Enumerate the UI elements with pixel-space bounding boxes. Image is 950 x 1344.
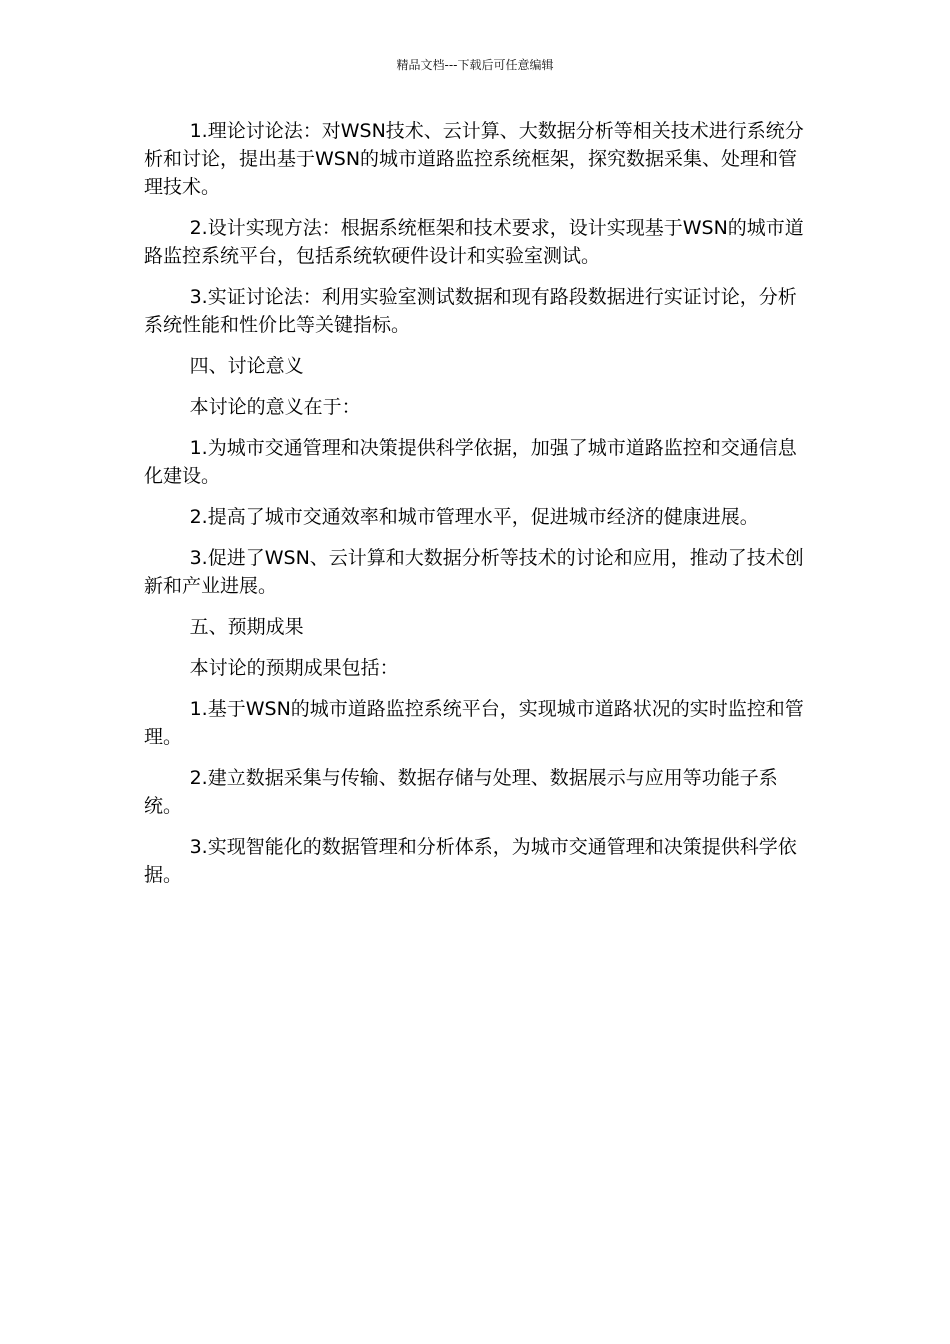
results-item-2: 2.建立数据采集与传输、数据存储与处理、数据展示与应用等功能子系统。 <box>144 767 778 817</box>
method-theory-paragraph: 1.理论讨论法：对WSN技术、云计算、大数据分析等相关技术进行系统分析和讨论，提出基于WSN的城市道路监控系统框架，探究数据采集、处理和管理技术。 <box>144 120 804 198</box>
significance-intro: 本讨论的意义在于： <box>189 396 361 418</box>
results-item-1: 1.基于WSN的城市道路监控系统平台，实现城市道路状况的实时监控和管理。 <box>144 698 804 748</box>
results-item-3: 3.实现智能化的数据管理和分析体系，为城市交通管理和决策提供科学依据。 <box>144 836 797 886</box>
method-empirical-paragraph: 3.实证讨论法：利用实验室测试数据和现有路段数据进行实证讨论，分析系统性能和性价比等关键指标。 <box>144 286 797 336</box>
results-intro: 本讨论的预期成果包括： <box>189 657 399 679</box>
document-body <box>144 117 808 902</box>
significance-item-3: 3.促进了WSN、云计算和大数据分析等技术的讨论和应用，推动了技术创新和产业进展。 <box>144 547 804 597</box>
significance-item-2: 2.提高了城市交通效率和城市管理水平，促进城市经济的健康进展。 <box>189 506 759 528</box>
section-heading-significance: 四、讨论意义 <box>189 355 304 377</box>
page-header: 精品文档---下载后可任意编辑 <box>396 58 554 72</box>
section-heading-results: 五、预期成果 <box>189 616 304 638</box>
significance-item-1: 1.为城市交通管理和决策提供科学依据，加强了城市道路监控和交通信息化建设。 <box>144 437 797 487</box>
method-design-paragraph: 2.设计实现方法：根据系统框架和技术要求，设计实现基于WSN的城市道路监控系统平台，包括系统软硬件设计和实验室测试。 <box>144 217 804 267</box>
